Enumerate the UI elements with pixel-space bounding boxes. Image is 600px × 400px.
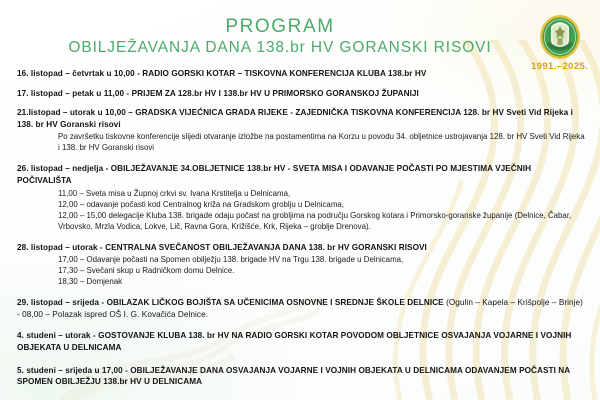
entry-heading-bold: 17. listopad – petak u 11,00 - PRIJEM ZA 128.br HV I 138.br HV U PRIMORSKO GORANSKOJ ŽUPANIJI bbox=[17, 88, 419, 98]
entry-heading bbox=[17, 242, 586, 254]
entry-4-studeni bbox=[17, 330, 586, 353]
entry-28-listopad bbox=[17, 242, 586, 288]
emblem-block bbox=[531, 14, 589, 72]
anniversary-years: 1991.–2025. bbox=[531, 61, 589, 72]
list-item: 11,00 – Sveta misa u Župnoj crkvi sv. Ivana Krstitelja u Delnicama, bbox=[58, 188, 291, 198]
entry-sub-list bbox=[17, 254, 586, 287]
entry-heading-bold: 28. listopad – utorak - CENTRALNA SVEČANOST OBILJEŽAVANJA DANA 138. br HV GORANSKI RISOVI bbox=[17, 242, 427, 252]
goranski-risovi-emblem-icon bbox=[539, 14, 581, 60]
page-title: PROGRAM bbox=[225, 16, 335, 37]
entry-29-listopad bbox=[17, 297, 586, 320]
entry-21-listopad bbox=[17, 107, 586, 153]
entry-heading bbox=[17, 297, 586, 320]
list-item: 12,00 – odavanje počasti kod Centralnog križa na Gradskom groblju u Delnicama, bbox=[58, 199, 344, 209]
entry-26-listopad bbox=[17, 163, 586, 231]
entry-heading bbox=[17, 330, 586, 353]
list-item: 17,30 – Svečani skup u Radničkom domu Delnice. bbox=[58, 266, 235, 276]
entry-heading bbox=[17, 107, 586, 130]
entry-heading-bold: 26. listopad – nedjelja - OBILJEŽAVANJE 34.OBLJETNICE 138.br HV - SVETA MISA I ODAVANJE POČASTI PO MJESTIMA VJEČNIH POČIVALIŠTA bbox=[17, 164, 532, 185]
entry-heading bbox=[17, 68, 586, 80]
program-entries bbox=[0, 68, 600, 388]
list-item: 17,00 – Odavanje počasti na Spomen obilježju 138. brigade HV na Trgu 138. brigade u Delnicama, bbox=[58, 255, 404, 265]
entry-heading-bold: 16. listopad – četvrtak u 10,00 - RADIO GORSKI KOTAR – TISKOVNA KONFERENCIJA KLUBA 138.br HV bbox=[17, 69, 427, 78]
entry-sub-list bbox=[17, 188, 586, 232]
entry-heading-regular: (Ogulin – Kapela – Krišpolje – Brinje) - 08,00 – Polazak ispred OŠ I. G. Kovačića Delnice. bbox=[17, 298, 583, 319]
entry-16-listopad bbox=[17, 68, 586, 80]
poster-header bbox=[0, 0, 600, 72]
entry-heading bbox=[17, 365, 586, 388]
entry-5-studeni bbox=[17, 365, 586, 388]
entry-17-listopad bbox=[17, 88, 586, 100]
entry-heading-bold: 29. listopad – srijeda - OBILAZAK LIČKOG BOJIŠTA SA UČENICIMA OSNOVNE I SREDNJE ŠKOLE DELNICE bbox=[17, 298, 444, 308]
page-subtitle: OBILJEŽAVANJA DANA 138.br HV GORANSKI RISOVI bbox=[68, 39, 492, 56]
entry-heading-bold: 5. studeni – srijeda u 17,00 - OBILJEŽAVANJE DANA OSVAJANJA VOJARNE I VOJNIH OBJEKATA U DELNICAMA ODAVANJEM POČASTI NA SPOMEN OBILJEŽJU 138.br HV U DELNICAMA bbox=[17, 365, 570, 387]
list-item: 18,30 – Domjenak bbox=[58, 277, 123, 287]
entry-heading-bold: 21.listopad – utorak u 10,00 – GRADSKA VIJEĆNICA GRADA RIJEKE - ZAJEDNIČKA TISKOVNA KONFERENCIJA 128. br HV Sveti Vid Rijeka i 138. br HV Goranski risovi bbox=[17, 108, 573, 129]
list-item: 12,00 – 15,00 delegacije Kluba 138. brigade odaju počast na grobljima na području Gorskog kotara i Primorsko-goranske županije (Delnice, Čabar, Vrbovsko, Mrzla Vodica, Lokve, Lič, Ravna Gora, Križišće, Krk, Rijeka – groblje Drenova). bbox=[58, 210, 572, 231]
entry-heading bbox=[17, 88, 586, 100]
entry-heading-bold: 4. studeni – utorak - GOSTOVANJE KLUBA 138. br HV NA RADIO GORSKI KOTAR POVODOM OBLJETNICE OSVAJANJA VOJARNE I VOJNIH OBJEKATA U DELNICAMA bbox=[17, 331, 572, 352]
entry-note: Po završetku tiskovne konferencije slijedi otvaranje izložbe na postamentima na Korzu u povodu 34. obljetnice ustrojavanja 128. br HV Sveti Vid Rijeka i 138. br HV Goranski risovi bbox=[58, 132, 585, 153]
entry-heading bbox=[17, 163, 586, 186]
